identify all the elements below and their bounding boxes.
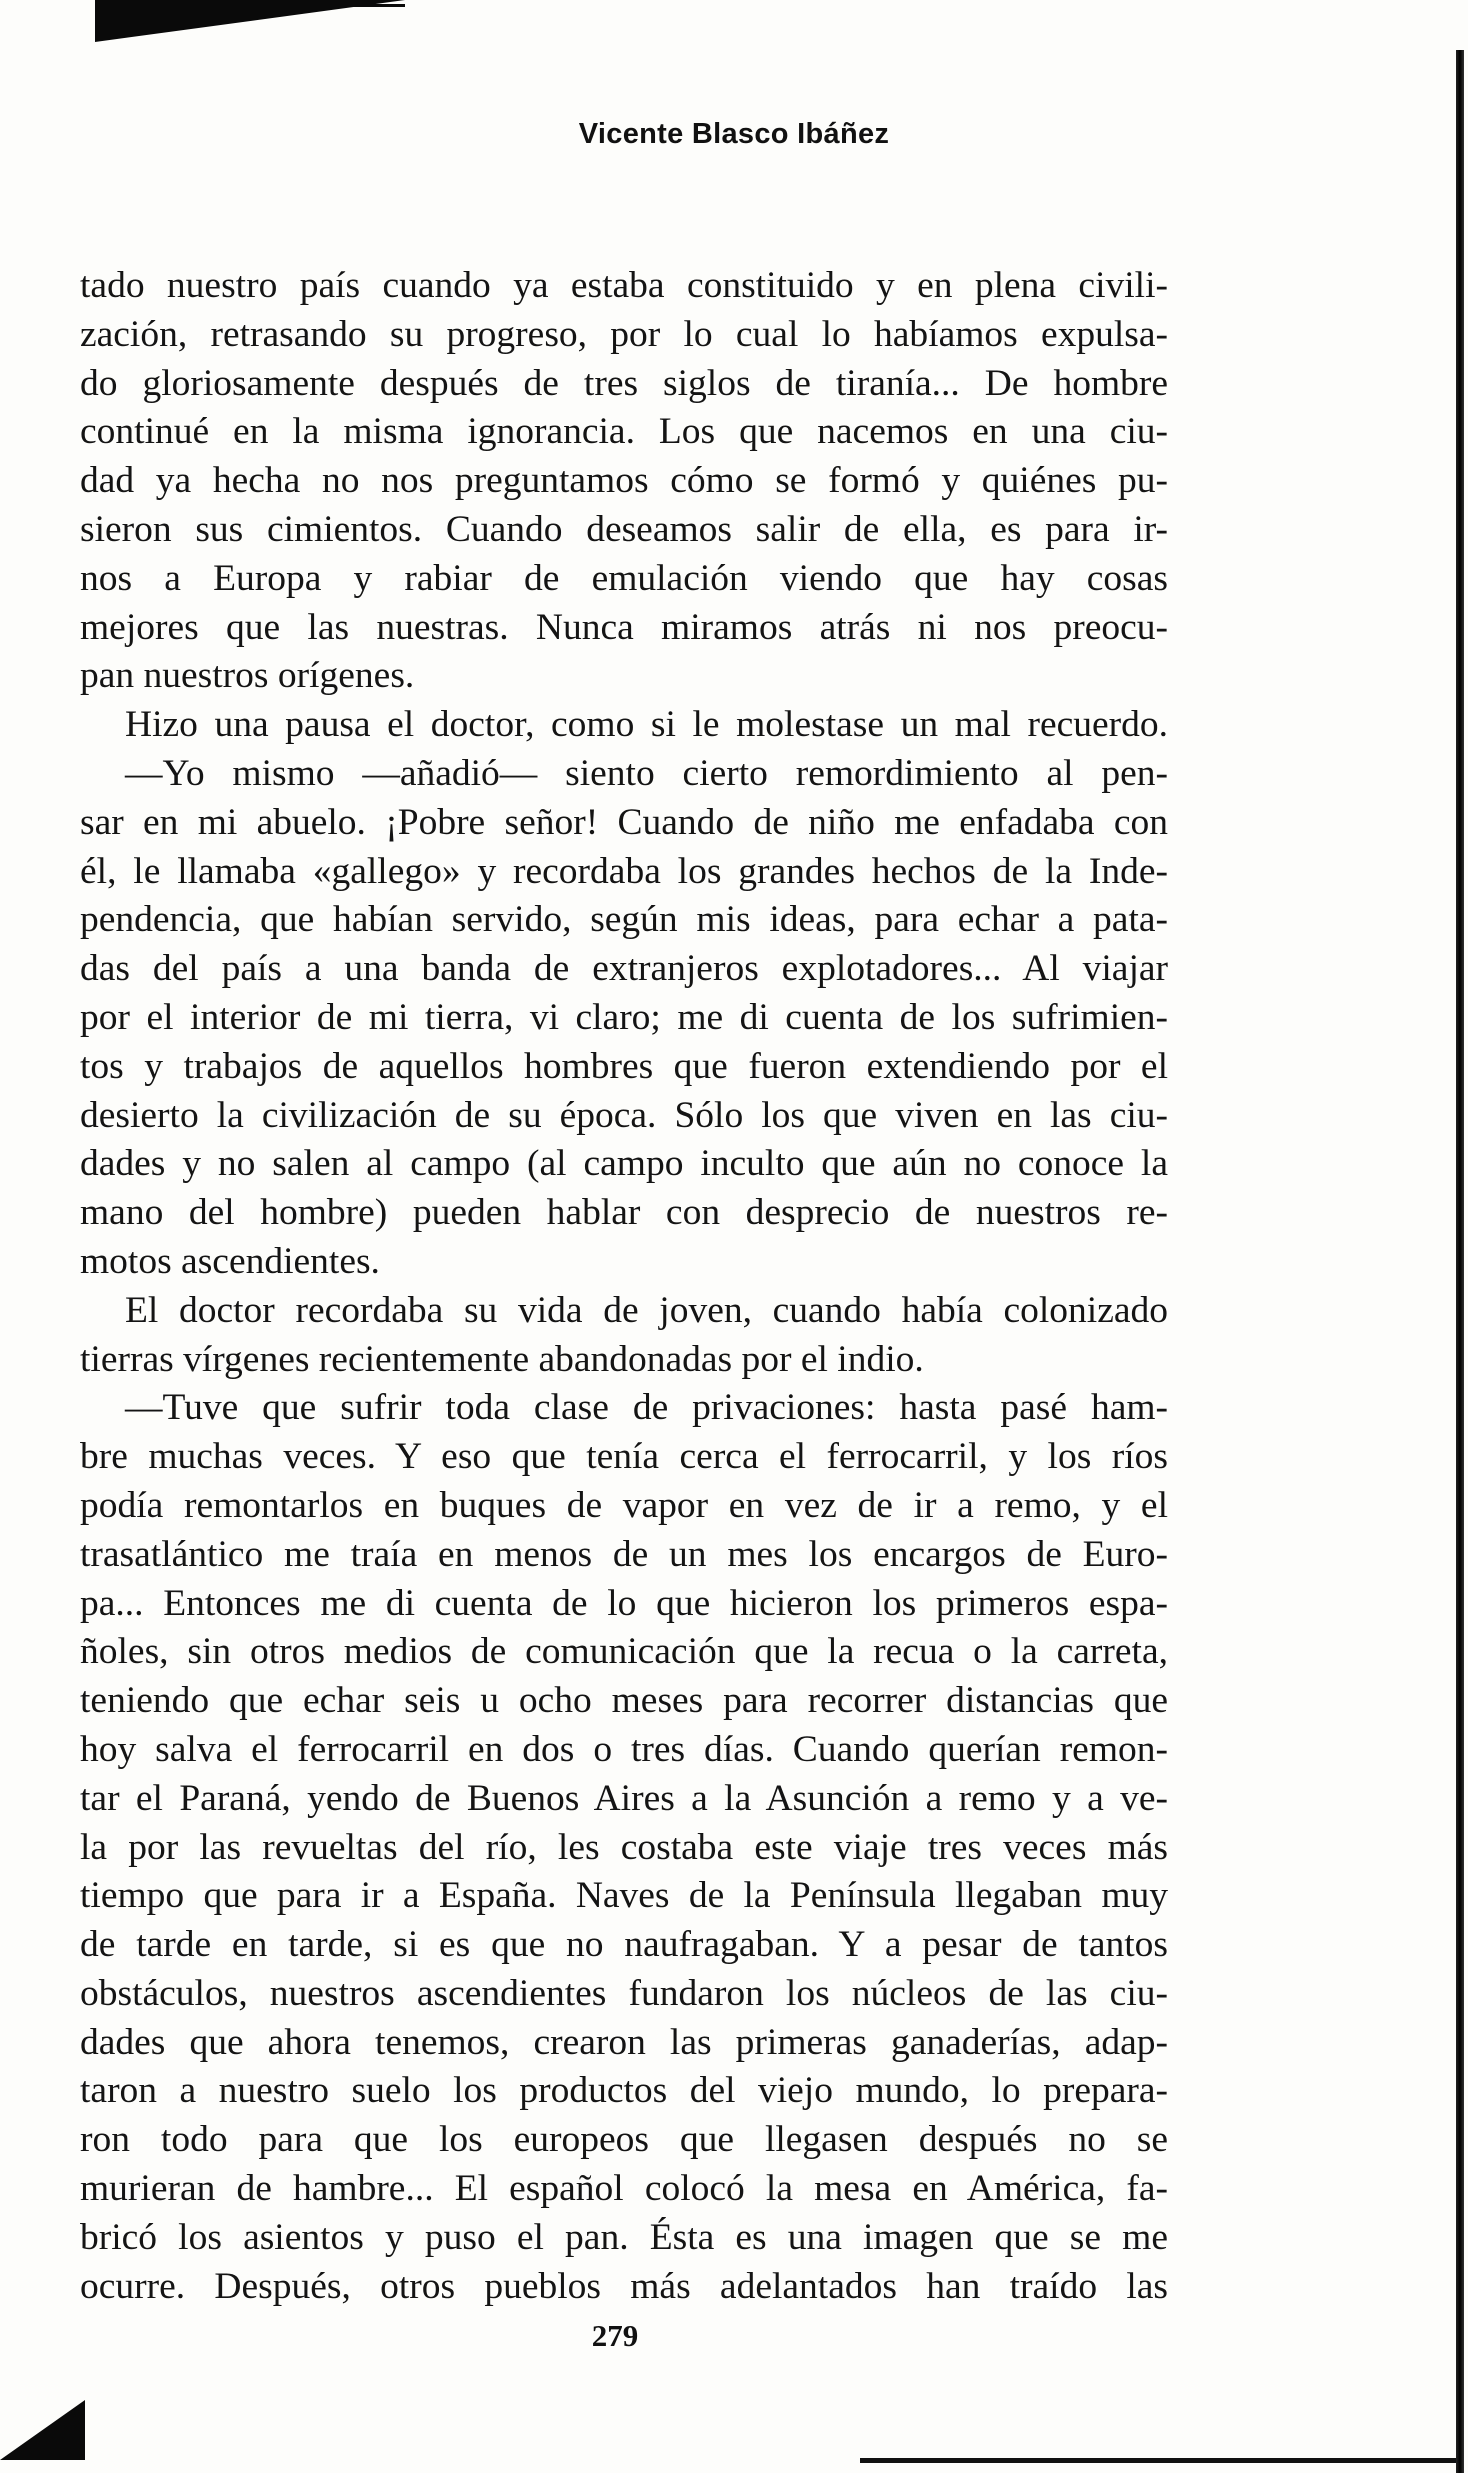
text-line: obstáculos, nuestros ascendientes fundaron los núcleos de las ciu-: [80, 1972, 1168, 2014]
page-body: [80, 262, 1168, 2311]
text-line: trasatlántico me traía en menos de un mes los encargos de Euro-: [80, 1533, 1168, 1575]
text-line: teniendo que echar seis u ocho meses para recorrer distancias que: [80, 1680, 1168, 1722]
text-line: ron todo para que los europeos que llegasen después no se: [80, 2119, 1168, 2161]
text-line: ñoles, sin otros medios de comunicación que la recua o la carreta,: [80, 1631, 1168, 1673]
text-line: mano del hombre) pueden hablar con desprecio de nuestros re-: [80, 1192, 1168, 1234]
text-line: pan nuestros orígenes.: [80, 655, 415, 697]
text-line: hoy salva el ferrocarril en dos o tres días. Cuando querían remon-: [80, 1728, 1168, 1770]
scan-artifact-right-edge: [1456, 50, 1464, 2473]
text-line: sieron sus cimientos. Cuando deseamos salir de ella, es para ir-: [80, 508, 1168, 550]
text-line: taron a nuestro suelo los productos del viejo mundo, lo prepara-: [80, 2070, 1168, 2112]
text-line: bre muchas veces. Y eso que tenía cerca el ferrocarril, y los ríos: [80, 1436, 1168, 1478]
text-line: motos ascendientes.: [80, 1240, 380, 1282]
text-line: pa... Entonces me di cuenta de lo que hicieron los primeros espa-: [80, 1582, 1168, 1624]
text-line: bricó los asientos y puso el pan. Ésta es una imagen que se me: [80, 2216, 1168, 2258]
text-line: do gloriosamente después de tres siglos de tiranía... De hombre: [80, 362, 1168, 404]
running-header: Vicente Blasco Ibáñez: [578, 118, 890, 150]
text-line: tos y trabajos de aquellos hombres que fueron extendiendo por el: [80, 1045, 1168, 1087]
text-line: tierras vírgenes recientemente abandonadas por el indio.: [80, 1338, 924, 1380]
text-line: El doctor recordaba su vida de joven, cuando había colonizado: [125, 1289, 1168, 1331]
text-line: dades que ahora tenemos, crearon las primeras ganaderías, adap-: [80, 2021, 1168, 2063]
text-line: —Tuve que sufrir toda clase de privaciones: hasta pasé ham-: [125, 1387, 1168, 1429]
scan-artifact-bottom-line: [860, 2458, 1456, 2463]
text-line: tiempo que para ir a España. Naves de la Península llegaban muy: [80, 1875, 1168, 1917]
text-line: das del país a una banda de extranjeros explotadores... Al viajar: [80, 948, 1168, 990]
text-line: sar en mi abuelo. ¡Pobre señor! Cuando de niño me enfadaba con: [80, 801, 1168, 843]
text-line: nos a Europa y rabiar de emulación viendo que hay cosas: [80, 557, 1168, 599]
text-line: mejores que las nuestras. Nunca miramos atrás ni nos preocu-: [80, 606, 1168, 648]
text-line: de tarde en tarde, si es que no naufragaban. Y a pesar de tantos: [80, 1924, 1168, 1966]
text-line: tar el Paraná, yendo de Buenos Aires a la Asunción a remo y a ve-: [80, 1777, 1168, 1819]
text-line: por el interior de mi tierra, vi claro; me di cuenta de los sufrimien-: [80, 996, 1168, 1038]
text-line: continué en la misma ignorancia. Los que nacemos en una ciu-: [80, 411, 1168, 453]
text-line: dad ya hecha no nos preguntamos cómo se formó y quiénes pu-: [80, 460, 1168, 502]
text-line: pendencia, que habían servido, según mis ideas, para echar a pata-: [80, 899, 1168, 941]
text-line: tado nuestro país cuando ya estaba constituido y en plena civili-: [80, 265, 1168, 306]
text-line: desierto la civilización de su época. Sólo los que viven en las ciu-: [80, 1094, 1168, 1136]
text-line: podía remontarlos en buques de vapor en vez de ir a remo, y el: [80, 1484, 1168, 1526]
scan-artifact-bottom-left: [0, 2400, 85, 2460]
text-line: —Yo mismo —añadió— siento cierto remordimiento al pen-: [125, 752, 1168, 794]
text-line: ocurre. Después, otros pueblos más adelantados han traído las: [80, 2265, 1168, 2307]
text-line: él, le llamaba «gallego» y recordaba los grandes hechos de la Inde-: [80, 850, 1168, 892]
page-number: 279: [591, 2318, 639, 2353]
text-line: Hizo una pausa el doctor, como si le molestase un mal recuerdo.: [125, 704, 1168, 746]
text-line: dades y no salen al campo (al campo inculto que aún no conoce la: [80, 1143, 1168, 1185]
text-line: zación, retrasando su progreso, por lo cual lo habíamos expulsa-: [80, 313, 1168, 355]
scan-artifact-top-line: [95, 4, 405, 7]
text-line: murieran de hambre... El español colocó la mesa en América, fa-: [80, 2168, 1168, 2210]
text-line: la por las revueltas del río, les costaba este viaje tres veces más: [80, 1826, 1168, 1868]
